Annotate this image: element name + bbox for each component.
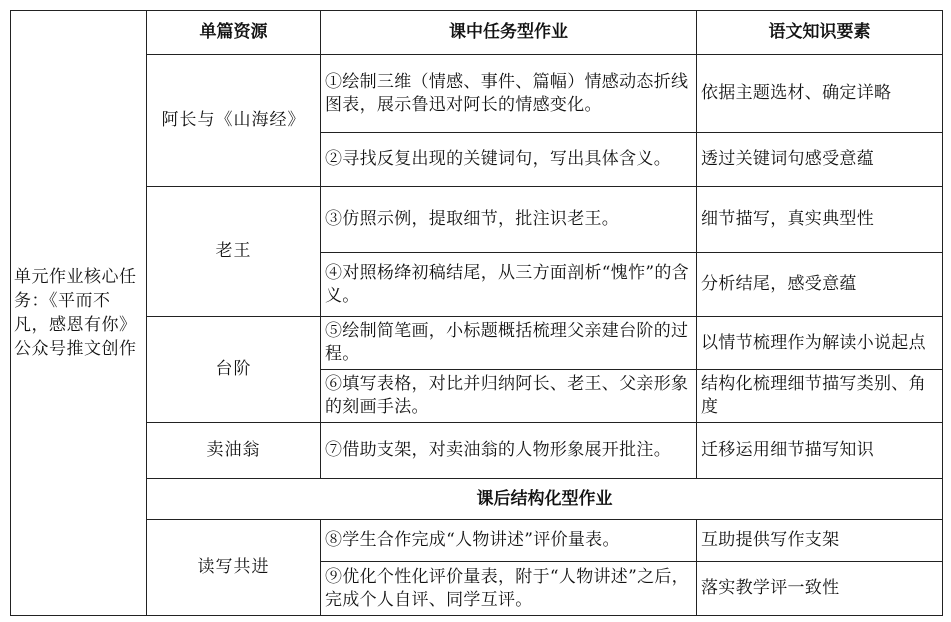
resource-cell-achang: 阿长与《山海经》 [147,55,321,187]
knowledge-cell: 迁移运用细节描写知识 [697,423,943,479]
section2-title: 课后结构化型作业 [147,479,943,520]
task-cell: ②寻找反复出现的关键词句，写出具体含义。 [321,133,697,187]
task-cell: ①绘制三维（情感、事件、篇幅）情感动态折线图表，展示鲁迅对阿长的情感变化。 [321,55,697,133]
knowledge-cell: 结构化梳理细节描写类别、角度 [697,370,943,423]
homework-design-table [10,10,943,616]
knowledge-cell: 互助提供写作支架 [697,520,943,562]
resource-cell-laowang: 老王 [147,187,321,317]
header-knowledge: 语文知识要素 [697,11,943,55]
section2-header-row [11,479,943,520]
task-cell: ③仿照示例，提取细节，批注识老王。 [321,187,697,253]
table-row [11,317,943,370]
table-row [11,187,943,253]
task-cell: ⑤绘制简笔画，小标题概括梳理父亲建台阶的过程。 [321,317,697,370]
knowledge-cell: 以情节梳理作为解读小说起点 [697,317,943,370]
header-row [11,11,943,55]
knowledge-cell: 依据主题选材、确定详略 [697,55,943,133]
table-row [11,520,943,562]
header-resource: 单篇资源 [147,11,321,55]
task-cell: ⑦借助支架，对卖油翁的人物形象展开批注。 [321,423,697,479]
resource-cell-taijie: 台阶 [147,317,321,423]
resource-cell-duxie: 读写共进 [147,520,321,616]
task-cell: ⑨优化个性化评价量表，附于“人物讲述”之后，完成个人自评、同学互评。 [321,562,697,616]
knowledge-cell: 细节描写，真实典型性 [697,187,943,253]
knowledge-cell: 分析结尾，感受意蕴 [697,253,943,317]
task-cell: ⑧学生合作完成“人物讲述”评价量表。 [321,520,697,562]
homework-design-table-wrapper [10,10,943,616]
task-cell: ④对照杨绛初稿结尾，从三方面剖析“愧怍”的含义。 [321,253,697,317]
resource-cell-maiyouweng: 卖油翁 [147,423,321,479]
knowledge-cell: 落实教学评一致性 [697,562,943,616]
table-row [11,423,943,479]
task-cell: ⑥填写表格，对比并归纳阿长、老王、父亲形象的刻画手法。 [321,370,697,423]
core-task-cell: 单元作业核心任务：《平而不凡，感恩有你》公众号推文创作 [11,11,147,616]
header-task: 课中任务型作业 [321,11,697,55]
knowledge-cell: 透过关键词句感受意蕴 [697,133,943,187]
table-row [11,55,943,133]
